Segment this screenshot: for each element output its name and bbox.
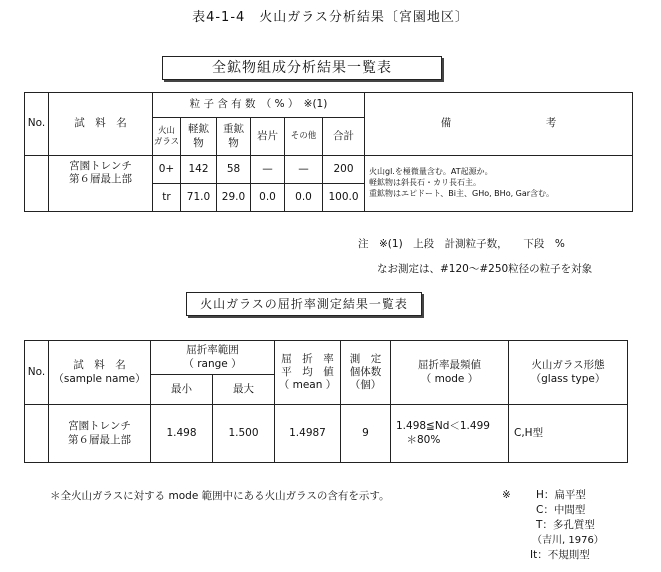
t1-header-no: No. (25, 93, 49, 156)
t2-cell-min: 1.498 (151, 405, 213, 463)
t1-header-particle-count: 粒 子 含 有 数 （ % ） ※(1) (153, 93, 365, 118)
t1-sub-other: その他 (285, 118, 323, 156)
t1-sub-light-mineral: 軽鉱 物 (181, 118, 217, 156)
t2-header-min: 最小 (151, 375, 213, 405)
t1-sub-heavy-mineral: 重鉱 物 (217, 118, 251, 156)
t2-cell-max: 1.500 (213, 405, 275, 463)
t1-cell-other-pct: 0.0 (285, 184, 323, 212)
t1-cell-heavy-count: 58 (217, 156, 251, 184)
t1-cell-light-pct: 71.0 (181, 184, 217, 212)
t1-sub-rock-fragment: 岩片 (251, 118, 285, 156)
t2-header-range: 屈折率範囲 （ range ） (151, 341, 275, 375)
t1-row-no (25, 156, 49, 212)
t2-header-sample: 試 料 名 （sample name） (49, 341, 151, 405)
table1-title: 全鉱物組成分析結果一覧表 (162, 56, 442, 80)
legend-item-h: H：扁平型 (536, 489, 586, 501)
t2-header-glass-type: 火山ガラス形態 （glass type） (509, 341, 628, 405)
t1-row-sample: 宮園トレンチ 第６層最上部 (49, 156, 153, 212)
t1-sub-volcanic-glass: 火山 ガラス (153, 118, 181, 156)
t1-cell-total-count: 200 (323, 156, 365, 184)
t1-header-remarks: 備 考 (365, 93, 633, 156)
legend-item-it: It：不規則型 (530, 549, 590, 561)
t2-cell-mean: 1.4987 (275, 405, 341, 463)
t2-header-mean: 屈 折 率 平 均 値 （ mean ） (275, 341, 341, 405)
t2-header-no: No. (25, 341, 49, 405)
t1-cell-other-count: — (285, 156, 323, 184)
table2-title: 火山ガラスの屈折率測定結果一覧表 (186, 292, 422, 316)
t1-cell-heavy-pct: 29.0 (217, 184, 251, 212)
t1-cell-light-count: 142 (181, 156, 217, 184)
note-particle-count: 注 ※(1) 上段 計測粒子数， 下段 % (358, 238, 565, 250)
t1-header-sample: 試 料 名 (49, 93, 153, 156)
t1-remarks: 火山gl.を極微量含む。AT起源か。 軽鉱物は斜長石・カリ長石主。 重鉱物はエピドート、Bi主、GHo, BHo, Gar含む。 (365, 156, 633, 212)
t2-header-count: 測 定 個体数 （個） (341, 341, 391, 405)
t2-cell-count: 9 (341, 405, 391, 463)
t1-cell-rock-pct: 0.0 (251, 184, 285, 212)
t2-header-mode: 屈折率最頻値 （ mode ） (391, 341, 509, 405)
t1-cell-glass-count: 0+ (153, 156, 181, 184)
t2-cell-mode: 1.498≦Nd＜1.499 ＊80% (391, 405, 509, 463)
t1-sub-total: 合計 (323, 118, 365, 156)
glass-type-legend (502, 488, 604, 563)
note-grain-size: なお測定は、#120～#250粒径の粒子を対象 (377, 263, 593, 275)
t2-cell-glass-type: C,H型 (509, 405, 628, 463)
mineral-composition-table (24, 92, 633, 212)
figure-caption: 表4-1-4 火山ガラス分析結果〔宮園地区〕 (192, 10, 469, 25)
t2-row-no (25, 405, 49, 463)
t1-cell-glass-pct: tr (153, 184, 181, 212)
legend-item-t: T：多孔質型 (536, 519, 595, 531)
footnote: ＊全火山ガラスに対する mode 範囲中にある火山ガラスの含有を示す。 (50, 490, 390, 502)
t1-cell-total-pct: 100.0 (323, 184, 365, 212)
legend-item-c: C：中間型 (536, 504, 586, 516)
t2-row-sample: 宮園トレンチ 第６層最上部 (49, 405, 151, 463)
t1-cell-rock-count: — (251, 156, 285, 184)
refractive-index-table (24, 340, 628, 463)
legend-mark: ※ (502, 489, 511, 501)
t2-header-max: 最大 (213, 375, 275, 405)
legend-citation: （吉川, 1976） (532, 535, 604, 546)
